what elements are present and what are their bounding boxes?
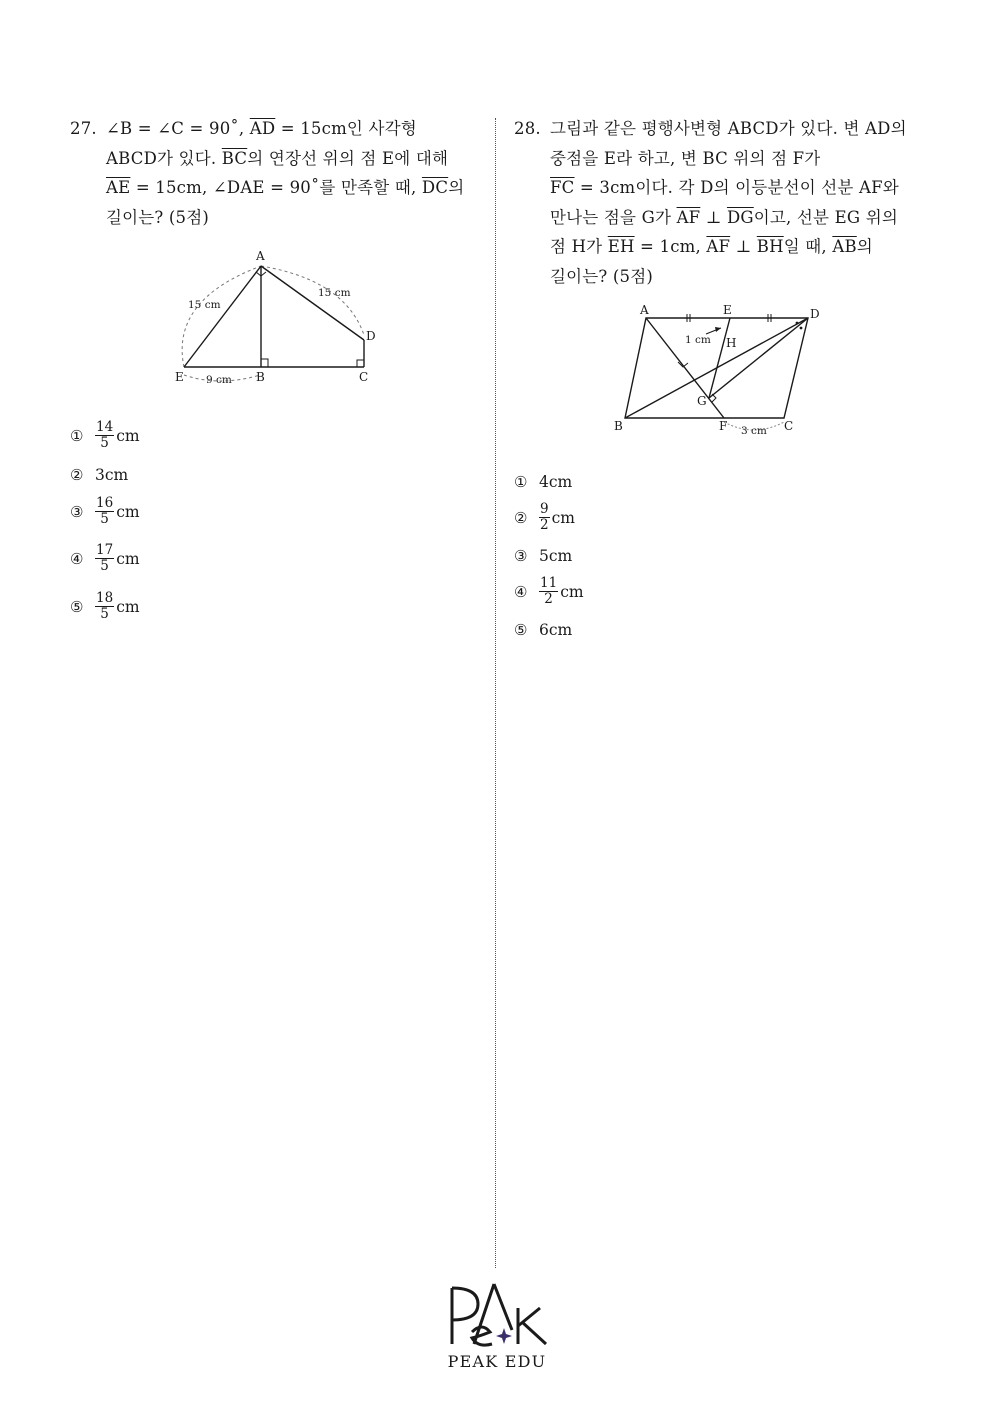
choice-2[interactable]: ② 3cm [70, 466, 129, 484]
fraction: $\frac{16}{5}$ [96, 495, 114, 527]
q28-figure [608, 300, 828, 440]
quadrilateral-lines [184, 266, 364, 367]
question-number: 27. [70, 119, 97, 138]
label-g: G [697, 394, 707, 408]
label-c: C [359, 370, 369, 384]
choice-5[interactable]: ⑤ 6cm [514, 621, 573, 639]
label-e: E [175, 370, 184, 384]
label-f: F [719, 419, 728, 433]
fraction: $\frac{18}{5}$ [96, 590, 114, 622]
q28-line6: 길이는? (5점) [550, 266, 654, 286]
length-fc: 3 cm [741, 425, 767, 437]
q28-line3: $\overline{FC} = 3cm$이다. 각 D의 이등분선이 선분 AF와 [550, 178, 899, 197]
q27-line3: $\overline{AE} = 15cm$, ∠DAE = 90˚를 만족할 때, $\overline{DC}$의 [106, 178, 465, 197]
arrow-head [715, 327, 721, 332]
length-eb: 9 cm [206, 374, 232, 386]
label-a: A [640, 303, 649, 317]
label-h: H [726, 336, 737, 350]
fraction: $\frac{17}{5}$ [96, 542, 114, 574]
choice-1[interactable]: ① 4cm [514, 473, 573, 491]
question-28 [514, 114, 924, 291]
column-divider [495, 118, 496, 1268]
fraction: $\frac{14}{5}$ [96, 419, 114, 451]
label-e: E [723, 303, 732, 317]
star-icon [496, 1328, 512, 1344]
label-d: D [810, 307, 820, 321]
q28-line5: 점 H가 $\overline{EH} = 1cm$, $\overline{AF}$ ⊥ $\overline{BH}$일 때, $\overline{AB}$의 [550, 237, 873, 256]
q27-figure [170, 245, 390, 390]
choice-3[interactable]: ③ $\frac{16}{5}$ cm [70, 495, 140, 527]
choice-3[interactable]: ③ 5cm [514, 547, 573, 565]
choice-4[interactable]: ④ $\frac{17}{5}$ cm [70, 542, 140, 574]
dashed-arcs [182, 266, 364, 381]
label-b: B [256, 370, 265, 384]
choice-5[interactable]: ⑤ $\frac{18}{5}$ cm [70, 590, 140, 622]
choice-2[interactable]: ② $\frac{9}{2}$ cm [514, 501, 575, 533]
q27-choices [70, 420, 370, 640]
choice-1[interactable]: ① $\frac{14}{5}$ cm [70, 419, 140, 451]
length-ad: 15 cm [318, 287, 351, 299]
label-c: C [784, 419, 794, 433]
logo-text: PEAK EDU [447, 1352, 547, 1371]
parallelogram-lines [625, 318, 808, 418]
q28-choices [514, 473, 814, 653]
label-a: A [256, 249, 265, 263]
label-b: B [614, 419, 623, 433]
q28-line2: 중점을 E라 하고, 변 BC 위의 점 F가 [550, 148, 821, 168]
length-ae: 15 cm [188, 299, 221, 311]
q27-line4: 길이는? (5점) [106, 207, 210, 227]
fraction: $\frac{11}{2}$ [540, 575, 558, 607]
question-27 [70, 114, 480, 232]
q27-line2: ABCD가 있다. $\overline{BC}$의 연장선 위의 점 E에 대해 [106, 148, 449, 168]
length-eh: 1 cm [685, 334, 711, 346]
choice-4[interactable]: ④ $\frac{11}{2}$ cm [514, 575, 584, 607]
question-number: 28. [514, 119, 541, 138]
q27-line1: 27. ∠B = ∠C = 90˚, $\overline{AD} = 15cm$인 사각형 [70, 114, 480, 144]
q28-line4: 만나는 점을 G가 $\overline{AF}$ ⊥ $\overline{DG}$이고, 선분 EG 위의 [550, 207, 898, 227]
fraction: $\frac{9}{2}$ [540, 501, 549, 533]
label-d: D [366, 329, 376, 343]
q28-line1: 28. 그림과 같은 평행사변형 ABCD가 있다. 변 AD의 [514, 114, 924, 144]
